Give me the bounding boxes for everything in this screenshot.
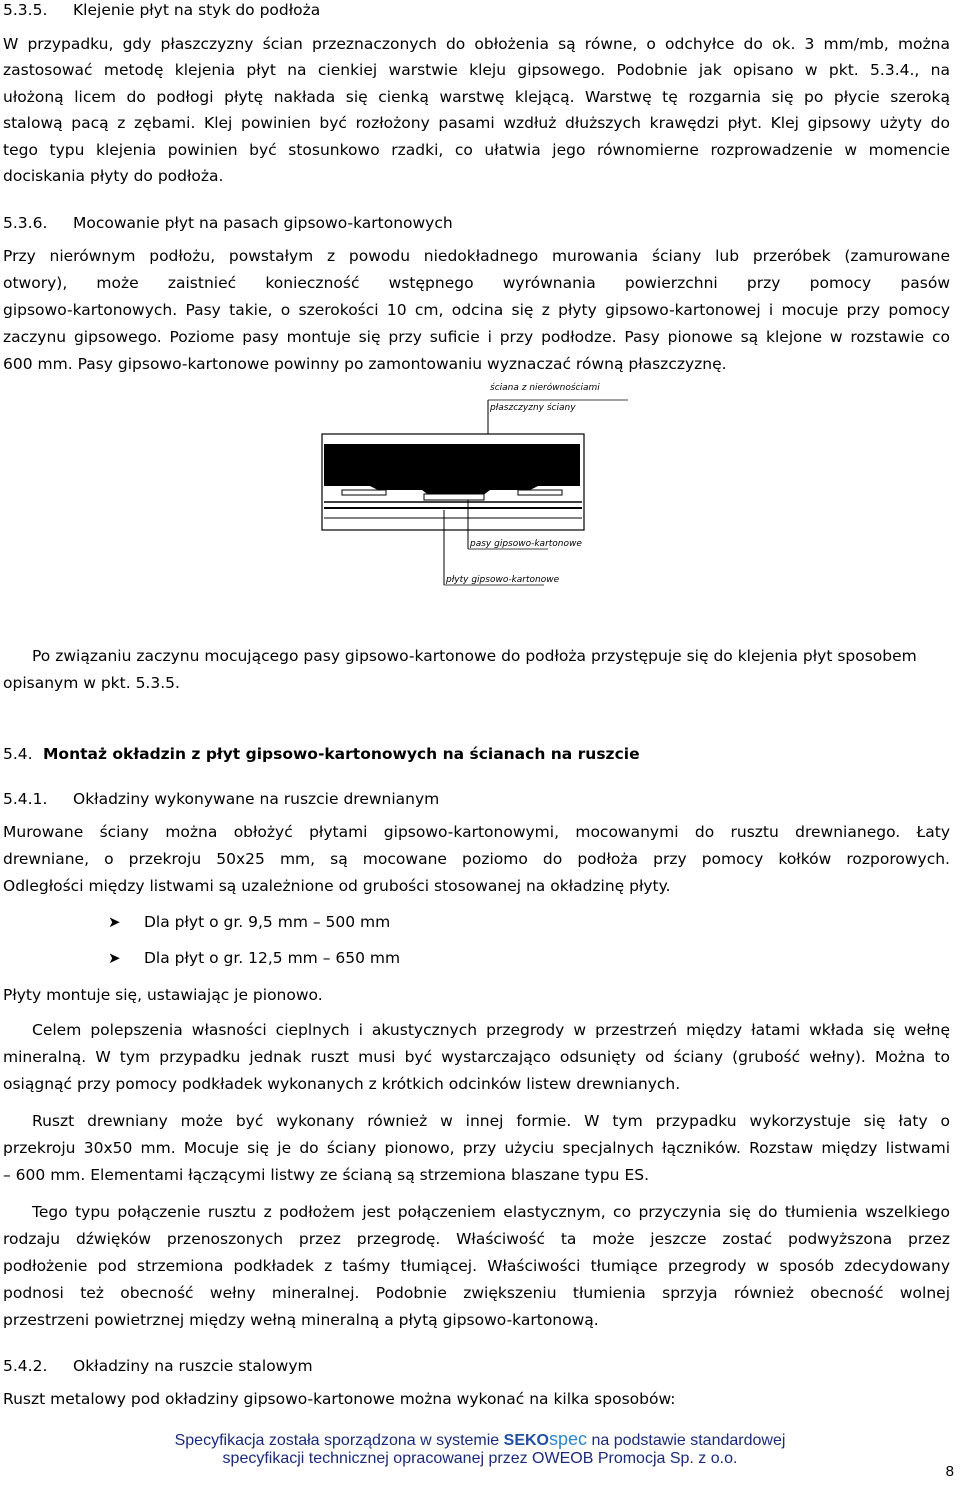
- footer-text: Specyfikacja została sporządzona w systemie: [174, 1432, 500, 1449]
- paragraph-line: mineralną. W tym przypadku jednak ruszt musi być wystarczająco odsunięty od ściany (grubość wełny). Można to: [3, 1048, 950, 1066]
- label-uneven-wall: ściana z nierównościami: [490, 383, 600, 393]
- paragraph-line: Po związaniu zaczynu mocującego pasy gipsowo-kartonowe do podłoża przystępuje się do klejenia płyt sposobem: [32, 647, 917, 665]
- paragraph-line: ułożoną licem do podłogi płytę nakłada się cienką warstwę klejącą. Warstwę tę rozgarnia się po płycie szeroką: [3, 88, 950, 106]
- section-heading-5-4: [3, 745, 950, 763]
- section-heading-5-3-5: [3, 1, 950, 19]
- section-heading-5-4-2: [3, 1357, 950, 1375]
- plasterboard-strip: [342, 490, 386, 495]
- paragraph-line: drewniane, o przekroju 50x25 mm, są mocowane poziomo do podłoża przy pomocy kołków rozporowych.: [3, 850, 950, 868]
- section-title: Klejenie płyt na styk do podłoża: [73, 1, 321, 19]
- footer-line-1: [0, 1429, 960, 1450]
- paragraph-line: – 600 mm. Elementami łączącymi listwy ze ścianą są strzemiona blaszane typu ES.: [3, 1166, 649, 1184]
- paragraph-line: Murowane ściany można obłożyć płytami gipsowo-kartonowymi, mocowanymi do rusztu drewnianego. Łaty: [3, 823, 950, 841]
- arrow-bullet-icon: ➤: [108, 913, 121, 931]
- paragraph-line: osiągnąć przy pomocy podkładek wykonanych z krótkich odcinków listew drewnianych.: [3, 1075, 681, 1093]
- arrow-bullet-icon: ➤: [108, 949, 121, 967]
- section-heading-5-4-1: [3, 790, 950, 808]
- paragraph-line: przestrzeni powietrznej między wełną mineralną a płytą gipsowo-kartonową.: [3, 1311, 599, 1329]
- footer-text: na podstawie standardowej: [591, 1432, 786, 1449]
- section-number: 5.4.2.: [3, 1357, 48, 1375]
- section-title: Okładziny na ruszcie stalowym: [73, 1357, 313, 1375]
- paragraph-line: Tego typu połączenie rusztu z podłożem jest połączeniem elastycznym, co przyczynia się do tłumienia wszelkiego: [32, 1203, 950, 1221]
- paragraph-line: opisanym w pkt. 5.3.5.: [3, 674, 180, 692]
- list-item-text: Dla płyt o gr. 12,5 mm – 650 mm: [144, 949, 401, 967]
- section-title: Montaż okładzin z płyt gipsowo-kartonowych na ścianach na ruszcie: [43, 745, 640, 763]
- section-number: 5.3.5.: [3, 1, 48, 19]
- paragraph-line: podnosi też obecność wełny mineralnej. Podobnie zwiększeniu tłumienia sprzyja również obecność wolnej: [3, 1284, 950, 1302]
- paragraph-line: Ruszt metalowy pod okładziny gipsowo-kartonowe można wykonać na kilka sposobów:: [3, 1390, 676, 1408]
- list-item-text: Dla płyt o gr. 9,5 mm – 500 mm: [144, 913, 391, 931]
- label-strips: pasy gipsowo-kartonowe: [470, 539, 582, 549]
- paragraph-line: gipsowo-kartonowych. Pasy takie, o szerokości 10 cm, odcina się z płyty gipsowo-kartonowej i mocuje przy pomocy: [3, 301, 950, 319]
- section-heading-5-3-6: [3, 214, 950, 232]
- footer-line-2: specyfikacji technicznej opracowanej przez OWEOB Promocja Sp. z o.o.: [222, 1450, 738, 1467]
- paragraph-line: Ruszt drewniany może być wykonany również w innej formie. W tym przypadku wykorzystuje się łaty o: [32, 1112, 950, 1130]
- paragraph-line: W przypadku, gdy płaszczyzny ścian przeznaczonych do obłożenia są równe, o odchyłce do ok. 3 mm/mb, można: [3, 35, 950, 53]
- section-number: 5.4.1.: [3, 790, 48, 808]
- paragraph-line: zaczynu gipsowego. Poziome pasy montuje się przy suficie i przy podłodze. Pasy pionowe są klejone w rozstawie co: [3, 328, 950, 346]
- logo-part: SEKO: [503, 1432, 549, 1449]
- list-item: [108, 949, 400, 967]
- list-item: [108, 913, 390, 931]
- paragraph-line: stalową pacą z zębami. Klej powinien być rozłożony pasami wzdłuż dłuższych krawędzi płyt. Klej gipsowy użyty do: [3, 114, 950, 132]
- paragraph-line: podłożenie pod strzemiona podkładek z taśmy tłumiącej. Właściwości tłumiące przegrody w sposób zdecydowany: [3, 1257, 950, 1275]
- logo-part: spec: [549, 1429, 588, 1449]
- plasterboard-strip: [518, 490, 562, 495]
- paragraph-line: Celem polepszenia własności cieplnych i akustycznych przegrody w przestrzeń między łatami wkłada się wełnę: [32, 1021, 950, 1039]
- paragraph-line: dociskania płyty do podłoża.: [3, 167, 224, 185]
- paragraph-line: zastosować metodę klejenia płyt na cienkiej warstwie kleju gipsowego. Podobnie jak opisano w pkt. 5.3.4., na: [3, 61, 950, 79]
- page-number: 8: [945, 1463, 954, 1480]
- label-wall-plane: płaszczyzny ściany: [490, 403, 576, 413]
- section-number: 5.4.: [3, 745, 33, 763]
- wall-section-diagram: [318, 382, 628, 598]
- section-title: Okładziny wykonywane na ruszcie drewnianym: [73, 790, 440, 808]
- paragraph-line: otwory), może zaistnieć konieczność wstępnego wyrównania powierzchni przy pomocy pasów: [3, 274, 950, 292]
- section-number: 5.3.6.: [3, 214, 48, 232]
- plasterboard-strip: [424, 494, 484, 500]
- paragraph-line: przekroju 30x50 mm. Mocuje się je do ściany pionowo, przy użyciu specjalnych łączników. Rozstaw między listwami: [3, 1139, 950, 1157]
- paragraph-line: Płyty montuje się, ustawiając je pionowo.: [3, 986, 323, 1004]
- label-boards: płyty gipsowo-kartonowe: [446, 575, 560, 585]
- paragraph-line: tego typu klejenia powinien być stosunkowo rzadki, co ułatwia jego równomierne rozprowadzenie w momencie: [3, 141, 950, 159]
- paragraph-line: rodzaju dźwięków przenoszonych przez przegrodę. Właściwość ta może jeszcze zostać podwyższona przez: [3, 1230, 950, 1248]
- paragraph-line: 600 mm. Pasy gipsowo-kartonowe powinny po zamontowaniu wyznaczać równą płaszczyznę.: [3, 355, 727, 373]
- paragraph-line: Odległości między listwami są uzależnione od grubości stosowanej na okładzinę płyty.: [3, 877, 671, 895]
- section-title: Mocowanie płyt na pasach gipsowo-kartonowych: [73, 214, 453, 232]
- paragraph-line: Przy nierównym podłożu, powstałym z powodu niedokładnego murowania ściany lub przeróbek (zamurowane: [3, 247, 950, 265]
- sekospec-logo: [503, 1429, 588, 1449]
